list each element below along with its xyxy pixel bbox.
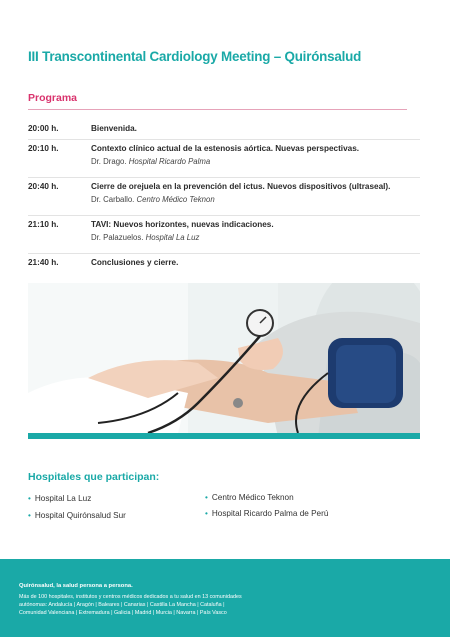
program-institution: Hospital Ricardo Palma bbox=[128, 157, 211, 166]
program-time: 20:10 h. bbox=[28, 144, 59, 153]
program-row bbox=[28, 220, 420, 254]
hospitales-title: Hospitales que participan: bbox=[28, 471, 160, 483]
hospital-item: • Hospital La Luz bbox=[28, 494, 92, 503]
program-talk: Cierre de orejuela en la prevención del ictus. Nuevos dispositivos (ultraseal). bbox=[91, 182, 391, 191]
program-speaker: Dr. Drago. Hospital Ricardo Palma bbox=[91, 157, 211, 166]
program-row bbox=[28, 124, 420, 140]
program-institution: Hospital La Luz bbox=[145, 233, 200, 242]
page-title: III Transcontinental Cardiology Meeting – Quirónsalud bbox=[28, 49, 362, 64]
blood-pressure-illustration bbox=[28, 283, 420, 437]
program-speaker: Dr. Carballo. Centro Médico Teknon bbox=[91, 195, 215, 204]
program-time: 21:40 h. bbox=[28, 258, 59, 267]
program-talk: TAVI: Nuevos horizontes, nuevas indicaciones. bbox=[91, 220, 274, 229]
program-time: 20:40 h. bbox=[28, 182, 59, 191]
program-talk: Contexto clínico actual de la estenosis aórtica. Nuevas perspectivas. bbox=[91, 144, 360, 153]
bullet-icon: • bbox=[205, 493, 208, 502]
section-divider bbox=[28, 109, 407, 110]
bullet-icon: • bbox=[28, 494, 31, 503]
program-talk: Conclusiones y cierre. bbox=[91, 258, 179, 267]
hospital-item: • Hospital Ricardo Palma de Perú bbox=[205, 509, 329, 518]
program-talk: Bienvenida. bbox=[91, 124, 137, 133]
bullet-icon: • bbox=[205, 509, 208, 518]
program-row bbox=[28, 144, 420, 178]
hospital-item: • Hospital Quirónsalud Sur bbox=[28, 511, 126, 520]
program-time: 20:00 h. bbox=[28, 124, 59, 133]
footer-line: Más de 100 hospitales, institutos y centros médicos dedicados a tu salud en 13 comunidades bbox=[19, 594, 242, 600]
program-speaker: Dr. Palazuelos. Hospital La Luz bbox=[91, 233, 200, 242]
section-label-programa: Programa bbox=[28, 92, 78, 104]
footer-line: autónomas: Andalucía | Aragón | Baleares | Canarias | Castilla La Mancha | Cataluña | bbox=[19, 602, 225, 608]
footer-line: Comunidad Valenciana | Extremadura | Galicia | Madrid | Murcia | Navarra | País Vasco bbox=[19, 610, 227, 616]
photo-accent-bar bbox=[28, 433, 420, 439]
hospital-item: • Centro Médico Teknon bbox=[205, 493, 294, 502]
bullet-icon: • bbox=[28, 511, 31, 520]
program-time: 21:10 h. bbox=[28, 220, 59, 229]
footer-tagline: Quirónsalud, la salud persona a persona. bbox=[19, 583, 133, 589]
program-row bbox=[28, 258, 420, 274]
program-institution: Centro Médico Teknon bbox=[136, 195, 215, 204]
photo-blood-pressure bbox=[28, 283, 420, 437]
program-row bbox=[28, 182, 420, 216]
program-list bbox=[28, 124, 420, 274]
footer bbox=[0, 559, 450, 637]
